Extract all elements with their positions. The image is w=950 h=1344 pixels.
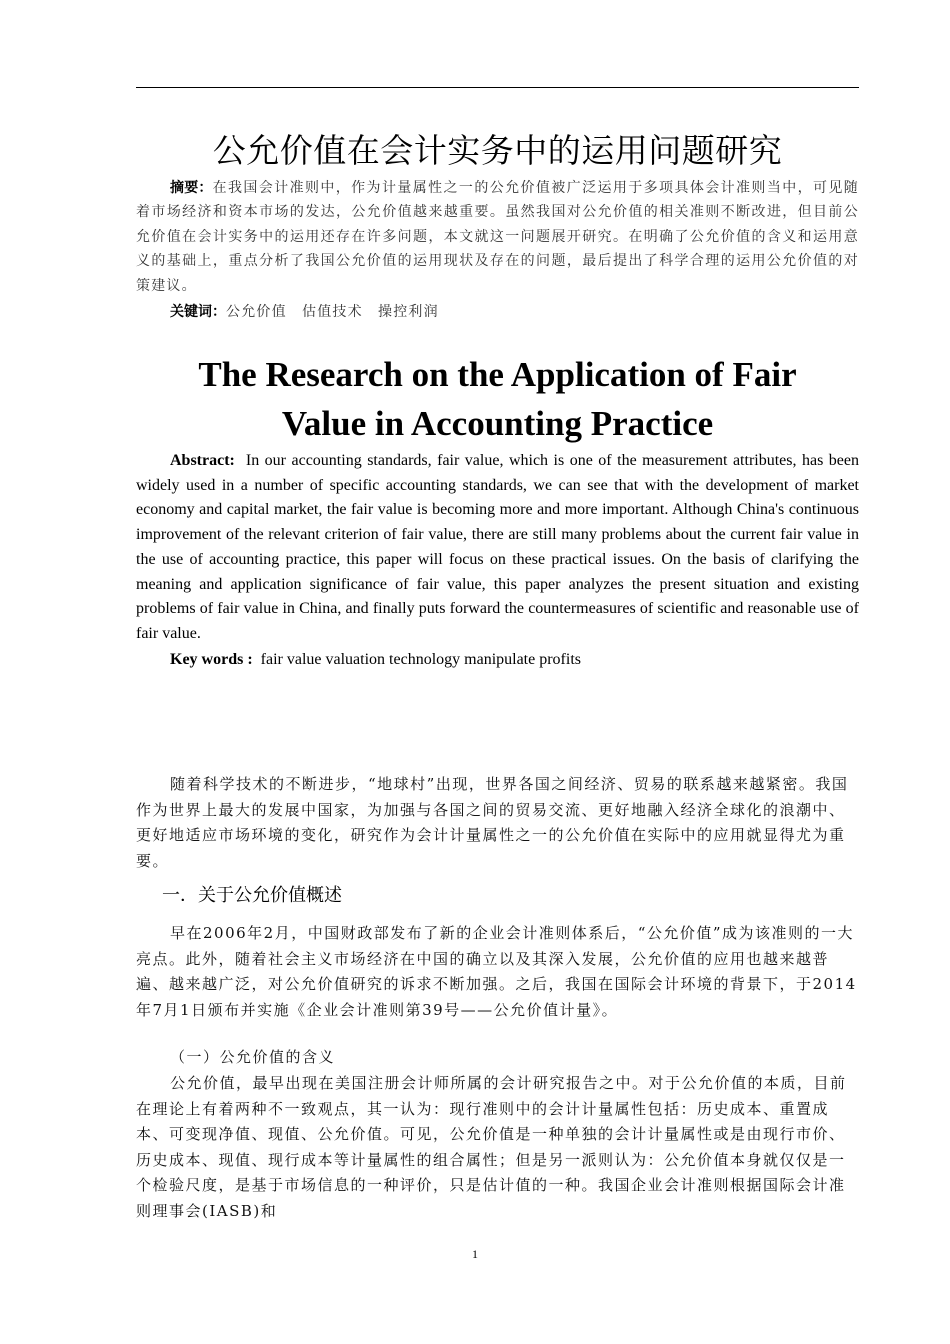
chinese-title: 公允价值在会计实务中的运用问题研究 [212, 131, 783, 170]
section-paragraph: 早在2006年2月，中国财政部发布了新的企业会计准则体系后，“公允价值”成为该准则的一大亮点。此外，随着社会主义市场经济在中国的确立以及其深入发展，公允价值的应用也越来越普遍、越来越广泛，对公允价值研究的诉求不断加强。之后，我国在国际会计环境的背景下，于2014年7月1日颁布并实施《企业会计准则第39号——公允价值计量》。 [136, 924, 857, 1019]
chinese-abstract [136, 176, 859, 298]
chinese-abstract-label: 摘要： [170, 180, 213, 196]
chinese-keywords-text: 公允价值 估值技术 操控利润 [226, 304, 439, 320]
english-title [136, 350, 859, 448]
chinese-abstract-text: 在我国会计准则中，作为计量属性之一的公允价值被广泛运用于多项具体会计准则当中，可见随着市场经济和资本市场的发达，公允价值越来越重要。虽然我国对公允价值的相关准则不断改进，但目前公允价值在会计实务中的运用还存在许多问题，本文就这一问题展开研究。在明确了公允价值的含义和运用意义的基础上，重点分析了我国公允价值的运用现状及存在的问题，最后提出了科学合理的运用公允价值的对策建议。 [136, 180, 859, 294]
english-keywords-label: Key words : [170, 651, 253, 668]
english-keywords-text: fair value valuation technology manipulate profits [260, 651, 581, 668]
header-rule [136, 87, 859, 88]
english-abstract-label: Abstract: [170, 452, 235, 469]
english-abstract [136, 449, 859, 647]
intro-paragraph: 随着科学技术的不断进步，“地球村”出现，世界各国之间经济、贸易的联系越来越紧密。我国作为世界上最大的发展中国家，为加强与各国之间的贸易交流、更好地融入经济全球化的浪潮中、更好地适应市场环境的变化，研究作为会计计量属性之一的公允价值在实际中的应用就显得尤为重要。 [136, 775, 849, 870]
section-heading: 一．关于公允价值概述 [162, 885, 342, 906]
subsection-paragraph: 公允价值，最早出现在美国注册会计师所属的会计研究报告之中。对于公允价值的本质，目前在理论上有着两种不一致观点，其一认为：现行准则中的会计计量属性包括：历史成本、重置成本、可变现净值、现值、公允价值。可见，公允价值是一种单独的会计计量属性或是由现行市价、历史成本、现值、现行成本等计量属性的组合属性；但是另一派则认为：公允价值本身就仅仅是一个检验尺度，是基于市场信息的一种评价，只是估计值的一种。我国企业会计准则根据国际会计准则理事会(IASB)和 [136, 1074, 847, 1220]
chinese-keywords [136, 300, 893, 324]
english-title-line-2: Value in Accounting Practice [281, 404, 714, 443]
english-title-line-1: The Research on the Application of Fair [198, 355, 797, 394]
english-abstract-text: In our accounting standards, fair value, which is one of the measurement attributes, has been widely used in a number of specific accounting standards, we can see that with the development of market economy and capital market, the fair value is becoming more and more important. Although China's continuous improvement of the relevant criterion of fair value, there are still many problems about the current fair value in the use of accounting practice, this paper will focus on these practical issues. On the basis of clarifying the meaning and application significance of fair value, this paper analyzes the present situation and existing problems of fair value in China, and finally puts forward the countermeasures of scientific and reasonable use of fair value. [136, 452, 859, 642]
subsection-heading: （一）公允价值的含义 [170, 1048, 336, 1066]
chinese-keywords-label: 关键词： [170, 304, 226, 320]
page-number: 1 [472, 1247, 478, 1261]
english-keywords [136, 648, 893, 672]
